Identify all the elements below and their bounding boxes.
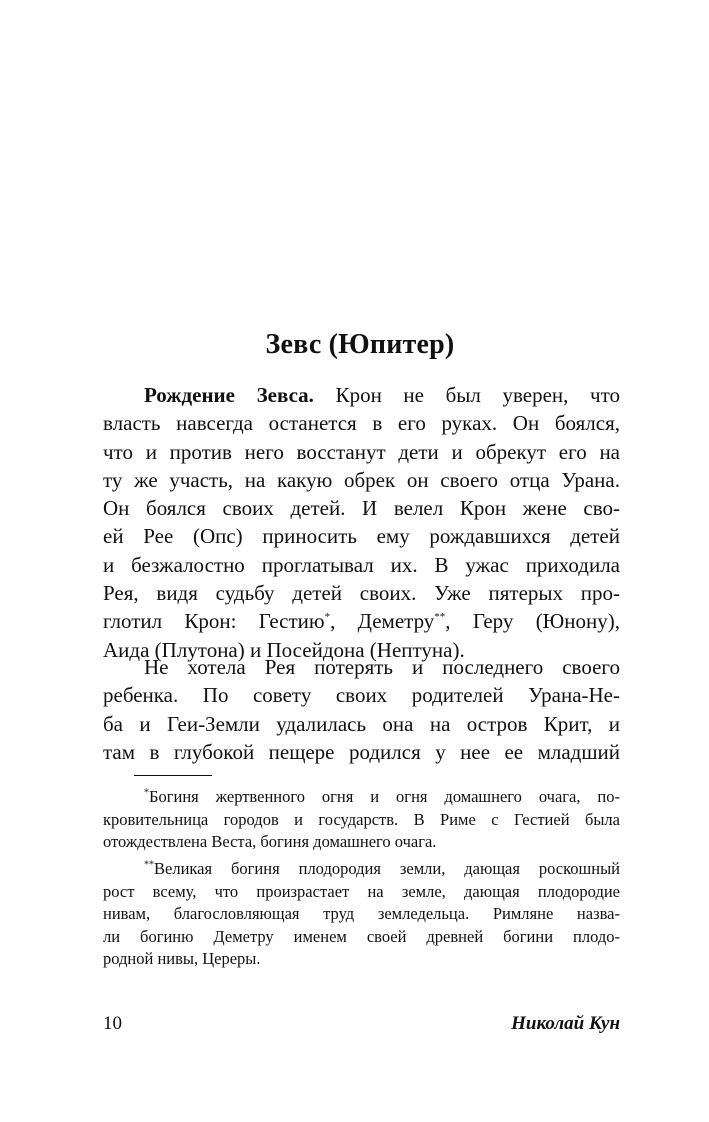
text-line: ту же участь, на какую обрек он своего отца Урана. <box>103 467 620 492</box>
text-fragment: Богиня жертвенного огня и огня домашнего очага, по- <box>149 787 620 806</box>
footnote-divider <box>134 775 212 776</box>
page-number: 10 <box>103 1013 122 1034</box>
footnote-line: отождествлена Веста, богиня домашнего очага. <box>103 832 437 851</box>
text-line: ба и Геи-Земли удалилась она на остров Крит, и <box>103 711 620 736</box>
footnote-mark: ** <box>144 859 154 871</box>
footnote-line: родной нивы, Цереры. <box>103 949 261 968</box>
footnote-line: нивам, благословляющая труд земледельца. Римляне назва- <box>103 904 620 923</box>
running-footer-author: Николай Кун <box>511 1013 620 1034</box>
text-fragment: Крон не был уверен, что <box>313 383 620 407</box>
text-fragment: Великая богиня плодородия земли, дающая роскошный <box>154 859 620 878</box>
footnote-line <box>103 786 620 809</box>
footnote-demeter <box>103 858 620 971</box>
text-line <box>103 607 620 635</box>
text-line: Аида (Плутона) и Посейдона (Нептуна). <box>103 637 465 662</box>
text-line: там в глубокой пещере родился у нее ее младший <box>103 739 620 764</box>
text-fragment: , Геру (Юнону), <box>445 609 620 634</box>
footnote-ref-1: * <box>324 611 331 624</box>
text-line: что и против него восстанут дети и обрекут его на <box>103 439 620 464</box>
footnote-mark: * <box>144 787 149 799</box>
footnote-hestia <box>103 786 620 854</box>
paragraph-rhea-crete <box>103 653 620 766</box>
chapter-title: Зевс (Юпитер) <box>265 329 455 360</box>
text-line: Не хотела Рея потерять и последнего своего <box>144 655 620 679</box>
text-fragment: , Деметру <box>330 609 435 634</box>
footnote-ref-2: ** <box>434 611 446 624</box>
text-line: и безжалостно проглатывал их. В ужас приходила <box>103 552 620 577</box>
lead-heading: Рождение Зевса. <box>144 383 314 407</box>
text-line: Рея, видя судьбу детей своих. Уже пятерых про- <box>103 581 620 606</box>
footnote-line: кровительница городов и государств. В Риме с Гестией была <box>103 809 620 829</box>
text-line: ей Рее (Опс) приносить ему рождавшихся детей <box>103 524 620 549</box>
footnote-line: рост всему, что произрастает на земле, дающая плодородие <box>103 881 620 901</box>
paragraph-birth-of-zeus <box>103 381 620 664</box>
text-line: Он боялся своих детей. И велел Крон жене сво- <box>103 496 620 521</box>
text-fragment: глотил Крон: Гестию <box>103 609 325 634</box>
footnote-line: ли богиню Деметру именем своей древней богини плодо- <box>103 926 620 946</box>
text-line <box>103 381 620 409</box>
footnote-line <box>103 858 620 881</box>
text-line: власть навсегда останется в его руках. Он боялся, <box>103 411 620 436</box>
text-line: ребенка. По совету своих родителей Урана-Не- <box>103 683 620 708</box>
